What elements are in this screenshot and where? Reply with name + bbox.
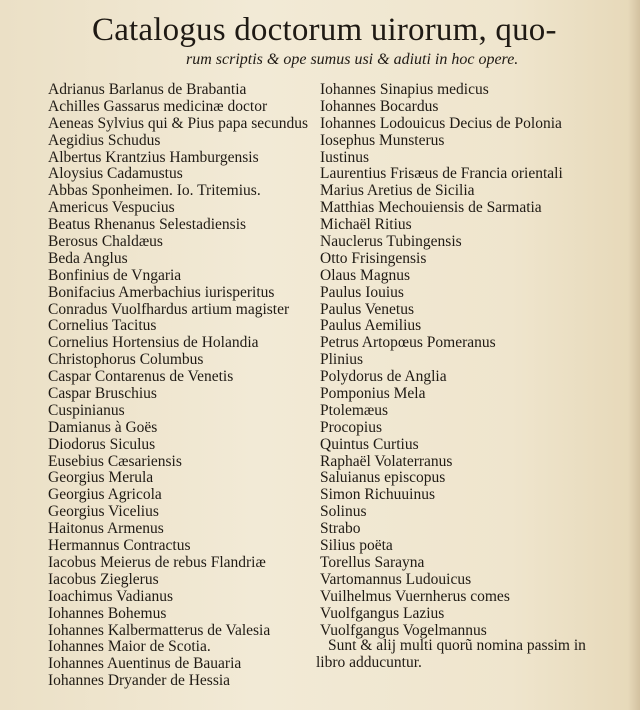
author-entry: Paulus Venetus (320, 300, 415, 318)
author-entry: Simon Richuuinus (320, 486, 435, 504)
author-entry: Bonifacius Amerbachius iurisperitus (48, 283, 275, 301)
author-entry: Matthias Mechouiensis de Sarmatia (320, 199, 542, 217)
author-entry: Georgius Merula (48, 469, 154, 487)
author-entry: Ioachimus Vadianus (48, 587, 173, 605)
author-entry: Beatus Rhenanus Selestadiensis (48, 216, 247, 234)
author-entry: Beda Anglus (48, 249, 128, 267)
author-entry: Torellus Sarayna (320, 553, 425, 571)
author-entry: Laurentius Frisæus de Francia orientali (320, 165, 563, 183)
author-entry: Berosus Chaldæus (48, 233, 163, 251)
author-entry: Aloysius Cadamustus (48, 165, 183, 183)
author-entry: Vuolfgangus Lazius (320, 604, 445, 622)
author-entry: Damianus à Goës (48, 418, 158, 436)
author-entry: Paulus Iouius (320, 283, 404, 301)
author-entry: Paulus Aemilius (320, 317, 422, 335)
author-entry: Iohannes Maior de Scotia. (48, 638, 211, 656)
author-entry: Quintus Curtius (320, 435, 419, 453)
left-column (48, 82, 308, 690)
author-entry: Aeneas Sylvius qui & Pius papa secundus (48, 114, 309, 132)
author-entry: Conradus Vuolfhardus artium magister (48, 300, 290, 318)
author-entry: Polydorus de Anglia (320, 368, 447, 386)
author-entry: Iacobus Zieglerus (48, 570, 159, 588)
author-entry: Vuolfgangus Vogelmannus (320, 621, 487, 639)
author-entry: Michaël Ritius (320, 216, 412, 234)
author-entry: Iohannes Bohemus (48, 604, 167, 622)
page-subtitle: rum scriptis & ope sumus usi & adiuti in hoc opere. (186, 51, 519, 68)
closing-note (316, 637, 616, 671)
author-entry: Diodorus Siculus (48, 435, 156, 453)
closing-note-line-1: Sunt & alij multi quorũ nomina passim in (328, 637, 586, 654)
page-title: Catalogus doctorum uirorum, quo- (92, 12, 557, 48)
author-entry: Olaus Magnus (320, 266, 410, 284)
author-entry: Iacobus Meierus de rebus Flandriæ (48, 553, 266, 571)
author-entry: Strabo (320, 520, 361, 538)
author-entry: Nauclerus Tubingensis (320, 233, 462, 251)
author-entry: Iohannes Lodouicus Decius de Polonia (320, 114, 562, 132)
author-entry: Americus Vespucius (48, 199, 175, 217)
author-entry: Cornelius Tacitus (48, 317, 157, 335)
author-entry: Adrianus Barlanus de Brabantia (48, 81, 247, 98)
author-entry: Ptolemæus (320, 401, 389, 419)
author-entry: Caspar Contarenus de Venetis (48, 368, 234, 386)
author-entry: Georgius Agricola (48, 486, 162, 504)
author-entry: Caspar Bruschius (48, 385, 157, 403)
author-entry: Iohannes Dryander de Hessia (48, 672, 231, 690)
author-entry: Procopius (320, 418, 382, 436)
author-entry: Iosephus Munsterus (320, 131, 445, 149)
author-entry: Iohannes Auentinus de Bauaria (48, 655, 242, 673)
author-entry: Cornelius Hortensius de Holandia (48, 334, 259, 352)
right-column (320, 82, 563, 639)
author-entry: Iohannes Sinapius medicus (320, 81, 489, 98)
closing-note-line-2: libro adducuntur. (316, 654, 422, 671)
author-entry: Haitonus Armenus (48, 520, 164, 538)
author-entry: Solinus (320, 503, 367, 521)
author-entry: Vuilhelmus Vuernherus comes (320, 587, 510, 605)
author-entry: Eusebius Cæsariensis (48, 452, 182, 470)
author-entry: Petrus Artopœus Pomeranus (320, 334, 496, 352)
author-entry: Iohannes Bocardus (320, 97, 439, 115)
author-entry: Vartomannus Ludouicus (320, 570, 472, 588)
author-entry: Iustinus (320, 148, 370, 166)
author-entry: Aegidius Schudus (48, 131, 161, 149)
page-edge-shadow (628, 0, 640, 710)
author-entry: Georgius Vicelius (48, 503, 159, 521)
author-entry: Marius Aretius de Sicilia (320, 182, 475, 200)
author-entry: Christophorus Columbus (48, 351, 204, 369)
author-entry: Saluianus episcopus (320, 469, 446, 487)
author-entry: Plinius (320, 351, 364, 369)
author-entry: Achilles Gassarus medicinæ doctor (48, 97, 268, 115)
author-entry: Albertus Krantzius Hamburgensis (48, 148, 259, 166)
author-entry: Iohannes Kalbermatterus de Valesia (48, 621, 271, 639)
author-entry: Abbas Sponheimen. Io. Tritemius. (48, 182, 261, 200)
author-entry: Pomponius Mela (320, 385, 426, 403)
author-entry: Cuspinianus (48, 401, 125, 419)
author-entry: Otto Frisingensis (320, 249, 427, 267)
author-entry: Silius poëta (320, 537, 393, 555)
author-entry: Raphaël Volaterranus (320, 452, 453, 470)
author-entry: Bonfinius de Vngaria (48, 266, 182, 284)
author-entry: Hermannus Contractus (48, 537, 191, 555)
